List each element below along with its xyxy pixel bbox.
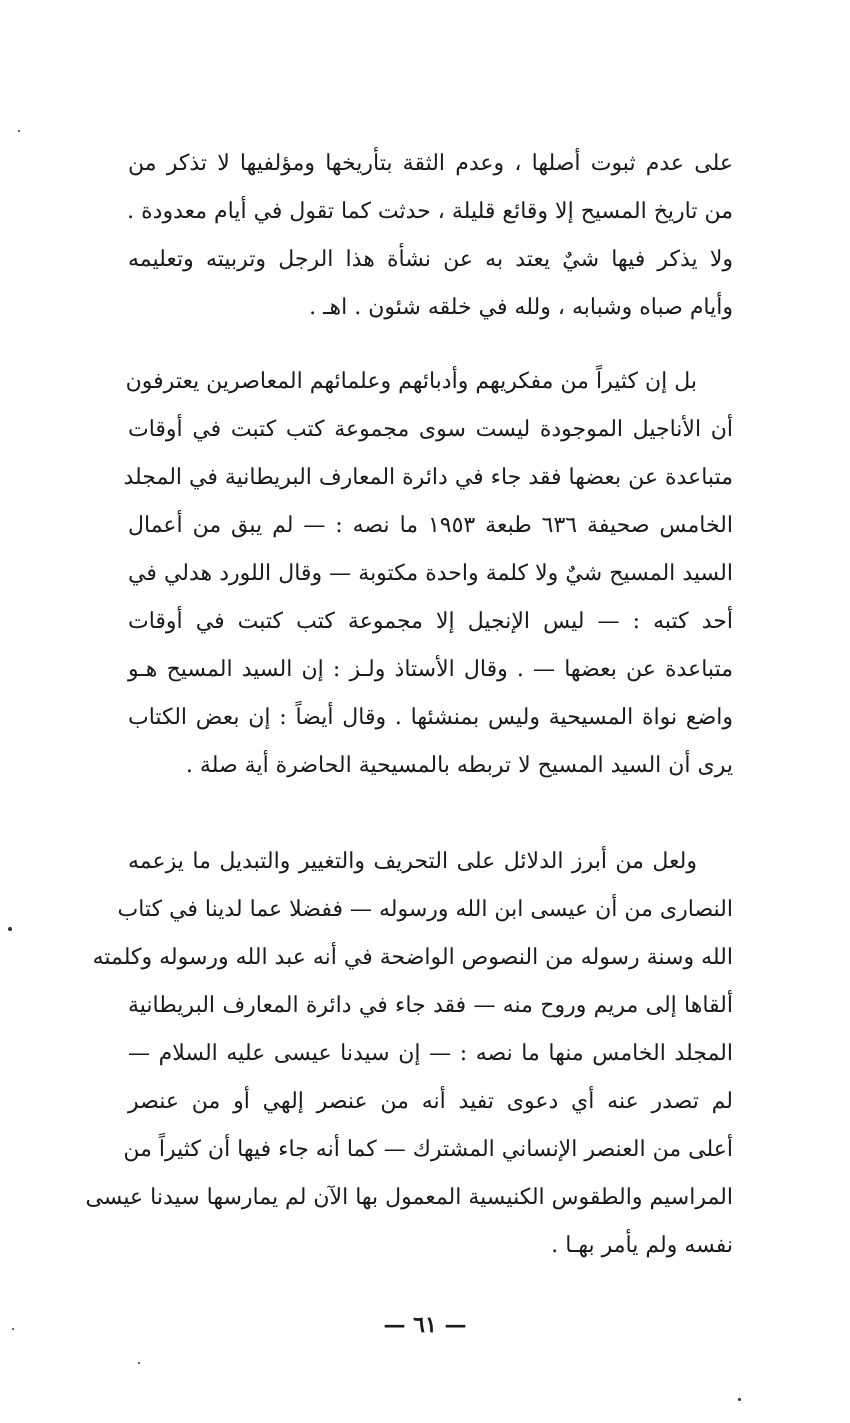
paragraph-1 [128,140,733,332]
paragraph-3 [85,838,733,1270]
text-line: الخامس صحيفة ٦٣٦ طبعة ١٩٥٣ ما نصه : — لم يبق من أعمال [128,513,733,538]
text-line: ولعل من أبرز الدلائل على التحريف والتغيير والتبديل ما يزعمه [128,849,697,874]
text-line: أحد كتبه : — ليس الإنجيل إلا مجموعة كتب كتبت في أوقات [128,609,733,634]
text-line: المراسيم والطقوس الكنيسية المعمول بها الآن لم يمارسها سيدنا عيسى [85,1185,733,1210]
scan-speck [12,1328,14,1330]
scan-speck [18,130,20,132]
text-line: متباعدة عن بعضها — . وقال الأستاذ ولـز : إن السيد المسيح هـو [128,657,733,682]
text-line: الله وسنة رسوله من النصوص الواضحة في أنه عبد الله ورسوله وكلمته [92,945,733,970]
text-line: لم تصدر عنه أي دعوى تفيد أنه من عنصر إلهي أو من عنصر [128,1089,733,1114]
text-line: ولا يذكر فيها شيٌ يعتد به عن نشأة هذا الرجل وتربيته وتعليمه [128,247,733,272]
text-line: أن الأناجيل الموجودة ليست سوى مجموعة كتب كتبت في أوقات [128,417,733,442]
text-line: نفسه ولم يأمر بهـا . [551,1233,733,1258]
page-number: — ٦١ — [383,1312,467,1338]
text-line: على عدم ثبوت أصلها ، وعدم الثقة بتأريخها ومؤلفيها لا تذكر من [128,151,733,176]
text-line: بل إن كثيراً من مفكريهم وأدبائهم وعلمائهم المعاصرين يعترفون [125,369,697,394]
text-line: النصارى من أن عيسى ابن الله ورسوله — ففضلا عما لدينا في كتاب [117,897,733,922]
text-line: السيد المسيح شيٌ ولا كلمة واحدة مكتوبة — وقال اللورد هدلي في [128,561,733,586]
text-line: يرى أن السيد المسيح لا تربطه بالمسيحية الحاضرة أية صلة . [185,753,733,778]
scan-speck [8,927,12,931]
paragraph-2 [123,358,733,790]
text-line: ألقاها إلى مريم وروح منه — فقد جاء في دائرة المعارف البريطانية [128,993,733,1018]
text-line: واضع نواة المسيحية وليس بمنشئها . وقال أيضاً : إن بعض الكتاب [128,705,733,730]
scan-speck [738,1398,741,1401]
text-line: المجلد الخامس منها ما نصه : — إن سيدنا عيسى عليه السلام — [128,1041,733,1066]
text-line: من تاريخ المسيح إلا وقائع قليلة ، حدثت كما تقول في أيام معدودة . [127,199,733,224]
text-line: وأيام صباه وشبابه ، ولله في خلقه شئون . اهـ . [309,295,733,320]
text-line: متباعدة عن بعضها فقد جاء في دائرة المعارف البريطانية في المجلد [123,465,733,490]
text-line: أعلى من العنصر الإنساني المشترك — كما أنه جاء فيها أن كثيراً من [123,1137,733,1162]
scan-speck [138,1362,140,1364]
